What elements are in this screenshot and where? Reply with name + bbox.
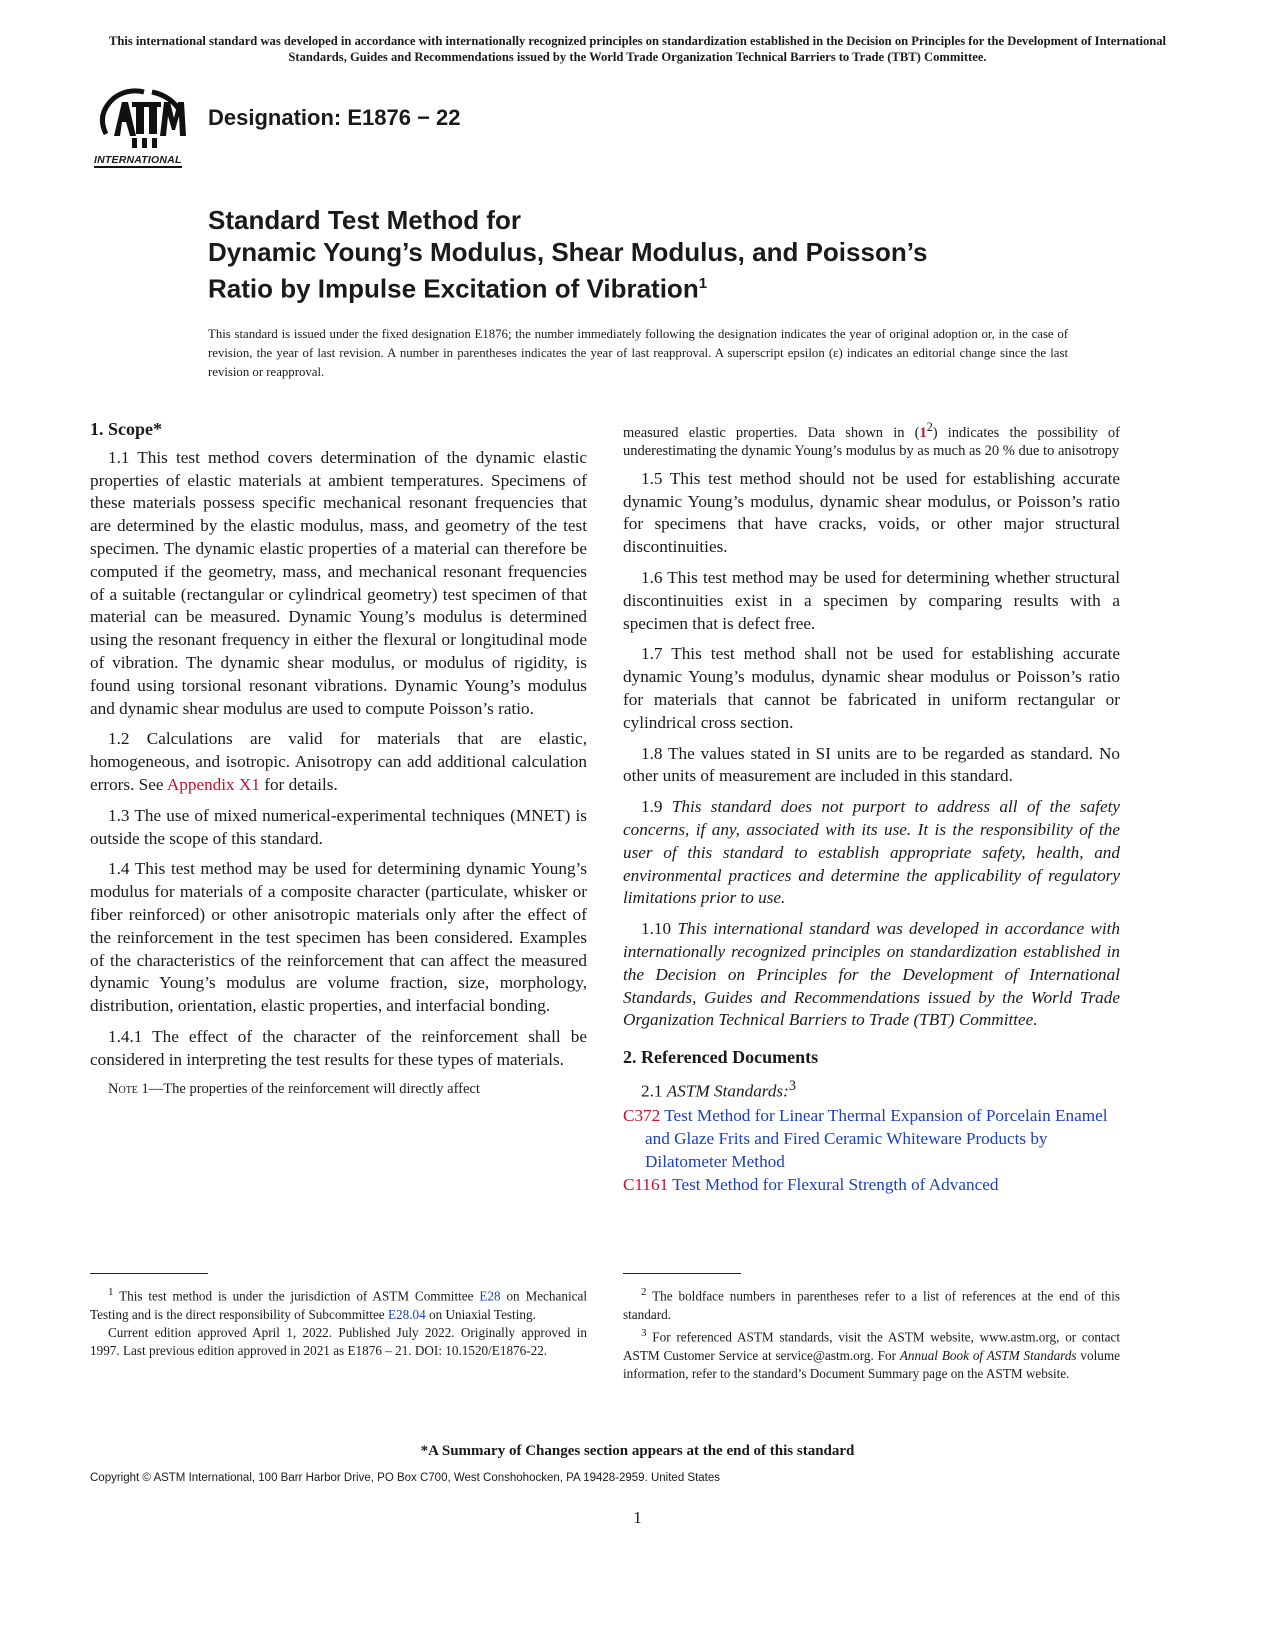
footnote-1-edition: Current edition approved April 1, 2022. Published July 2022. Originally approved in 1997. Last previous edition approved in 2021 as E1876 – 21. DOI: 10.1520/E1876-22. bbox=[90, 1324, 587, 1359]
paragraph-1-9-number: 1.9 bbox=[641, 797, 672, 817]
appendix-x1-link[interactable]: Appendix X1 bbox=[166, 774, 260, 794]
paragraph-1-4-1: 1.4.1 The effect of the character of the reinforcement shall be considered in interpreting the test results for these types of materials. bbox=[90, 1026, 587, 1069]
paragraph-1-2-tail: for details. bbox=[259, 774, 338, 794]
title-line-2: Dynamic Young’s Modulus, Shear Modulus, and Poisson’s bbox=[208, 237, 928, 267]
footnote-3-text: For referenced ASTM standards, visit the ASTM website, www.astm.org, or contact ASTM Customer Service at service@astm.org. For bbox=[623, 1329, 1121, 1363]
title-footnote-marker: 1 bbox=[698, 275, 708, 292]
designation: Designation: E1876 − 22 bbox=[208, 105, 461, 130]
reference-c372-title[interactable]: Test Method for Linear Thermal Expansion of Porcelain Enamel and Glaze Frits and Fired Ceramic Whiteware Products by Dilatometer Method bbox=[645, 1106, 1108, 1172]
footnotes-right bbox=[623, 1283, 1120, 1383]
note-1-label: Note bbox=[108, 1080, 138, 1097]
footnote-1 bbox=[90, 1283, 587, 1324]
note-1 bbox=[90, 1080, 587, 1098]
paragraph-1-6: 1.6 This test method may be used for determining whether structural discontinuities exist in a specimen by comparing results with a specimen that is defect free. bbox=[623, 568, 1120, 633]
paragraph-1-4: 1.4 This test method may be used for determining dynamic Young’s modulus for materials of a composite character (particulate, whisker or fiber reinforced) or other anisotropic materials only after the effect of the reinforcement in the test specimen has been considered. Examples of the characteristics of the reinforcement that can affect the measured dynamic Young’s modulus are volume fraction, size, morphology, distribution, orientation, elastic properties, and interfacial bonding. bbox=[90, 859, 587, 1016]
page-number: 1 bbox=[633, 1508, 642, 1527]
subcommittee-e28-04-link[interactable]: E28.04 bbox=[387, 1306, 426, 1322]
note-1-cont-text: measured elastic properties. Data shown in ( bbox=[623, 424, 920, 441]
paragraph-1-8: 1.8 The values stated in SI units are to be regarded as standard. No other units of measurement are included in this standard. bbox=[623, 743, 1120, 786]
section-2-heading: 2. Referenced Documents bbox=[623, 1047, 819, 1068]
footnote-2 bbox=[623, 1283, 1120, 1324]
paragraph-1-2-text: 1.2 Calculations are valid for materials that are elastic, homogeneous, and isotropic. Anisotropy can add additional calculation errors. See bbox=[90, 729, 587, 794]
note-1-cont-tail: ) indicates the possibility of underestimating the dynamic Young’s modulus by as much as 20 % due to anisotropy bbox=[623, 424, 1120, 459]
reference-c1161-code[interactable]: C1161 bbox=[623, 1174, 669, 1194]
footnote-rule-left bbox=[90, 1273, 208, 1274]
footnote-1-text: This test method is under the jurisdiction of ASTM Committee bbox=[119, 1288, 480, 1304]
issued-notice: This standard is issued under the fixed designation E1876; the number immediately following the designation indicates the year of original adoption or, in the case of revision, the year of last revision. A number in parentheses indicates the year of last reapproval. A superscript epsilon (ε) indicates an editorial change since the last revision or reapproval. bbox=[208, 327, 1068, 379]
reference-c1161-title[interactable]: Test Method for Flexural Strength of Advanced bbox=[668, 1174, 999, 1194]
paragraph-1-10 bbox=[623, 918, 1120, 1032]
footnote-3-text-2: volume information, refer to the standard’s Document Summary page on the ASTM website. bbox=[623, 1347, 1120, 1381]
left-column bbox=[90, 418, 587, 1106]
note-1-continued bbox=[623, 418, 1120, 460]
astm-logo bbox=[92, 88, 192, 170]
title-line-1: Standard Test Method for bbox=[208, 205, 521, 235]
paragraph-2-1-number: 2.1 bbox=[641, 1081, 667, 1101]
reference-c372[interactable] bbox=[623, 1105, 1120, 1173]
reference-1-link[interactable]: 1 bbox=[919, 424, 927, 441]
note-1-text: 1—The properties of the reinforcement will directly affect bbox=[137, 1080, 480, 1097]
footnote-3 bbox=[623, 1324, 1120, 1383]
header-notice: This international standard was developed in accordance with internationally recognized principles on standardization established in the Decision on Principles for the Development of International Standards, Guides and Recommendations issued by the World Trade Organization Technical Barriers to Trade (TBT) Committee. bbox=[108, 34, 1167, 64]
section-1-heading: 1. Scope* bbox=[90, 419, 162, 439]
footnote-1-text-2: on Mechanical Testing and is the direct responsibility of Subcommittee bbox=[90, 1288, 587, 1322]
footnote-3-italic: Annual Book of ASTM Standards bbox=[899, 1347, 1077, 1363]
paragraph-1-10-number: 1.10 bbox=[641, 919, 678, 939]
footnote-rule-right bbox=[623, 1273, 741, 1274]
title-line-3-text: Ratio by Impulse Excitation of Vibration bbox=[208, 273, 699, 304]
footnote-3-marker: 3 bbox=[788, 1077, 797, 1094]
paragraph-1-7: 1.7 This test method shall not be used for establishing accurate dynamic Young’s modulus, dynamic shear modulus or Poisson’s ratio for materials that cannot be fabricated in uniform rectangular or cylindrical cross section. bbox=[623, 644, 1120, 732]
paragraph-1-2 bbox=[90, 728, 587, 796]
paragraph-1-5: 1.5 This test method should not be used for establishing accurate dynamic Young’s modulus, dynamic shear modulus, or Poisson’s ratio for specimens that have cracks, voids, or other major structural discontinuities. bbox=[623, 468, 1120, 557]
footnote-2-marker: 2 bbox=[926, 420, 933, 434]
footnotes-left bbox=[90, 1283, 587, 1361]
footnote-3-marker-fn: 3 bbox=[641, 1326, 647, 1339]
footnote-2-text: The boldface numbers in parentheses refer to a list of references at the end of this standard. bbox=[623, 1288, 1121, 1322]
footnote-2-marker-fn: 2 bbox=[641, 1286, 647, 1298]
paragraph-2-1-text: ASTM Standards: bbox=[666, 1081, 789, 1101]
paragraph-2-1 bbox=[623, 1075, 1120, 1104]
right-column bbox=[623, 418, 1120, 1197]
paragraph-1-1: 1.1 This test method covers determination of the dynamic elastic properties of elastic materials at ambient temperatures. Specimens of these materials possess specific mechanical resonant frequencies that are determined by the elastic modulus, mass, and geometry of the test specimen. The dynamic elastic properties of a material can therefore be computed if the geometry, mass, and mechanical resonant frequencies of a suitable (rectangular or cylindrical geometry) test specimen of that material can be measured. Dynamic Young’s modulus is determined using the resonant frequency in either the flexural or longitudinal mode of vibration. The dynamic shear modulus, or modulus of rigidity, is found using torsional resonant vibrations. Dynamic Young’s modulus and dynamic shear modulus are used to compute Poisson’s ratio. bbox=[90, 447, 587, 718]
committee-e28-link[interactable]: E28 bbox=[479, 1288, 501, 1304]
footnote-1-text-3: on Uniaxial Testing. bbox=[425, 1306, 536, 1322]
paragraph-1-9 bbox=[623, 796, 1120, 910]
paragraph-1-3: 1.3 The use of mixed numerical-experimental techniques (MNET) is outside the scope of this standard. bbox=[90, 805, 587, 848]
paragraph-1-9-text: This standard does not purport to address all of the safety concerns, if any, associated with its use. It is the responsibility of the user of this standard to establish appropriate safety, health, and environmental practices and determine the applicability of regulatory limitations prior to use. bbox=[623, 797, 1120, 908]
logo-wordmark: INTERNATIONAL bbox=[94, 154, 182, 166]
copyright: Copyright © ASTM International, 100 Barr Harbor Drive, PO Box C700, West Conshohocken, PA 19428-2959. United States bbox=[90, 1472, 721, 1484]
paragraph-1-10-text: This international standard was developed in accordance with internationally recognized principles on standardization established in the Decision on Principles for the Development of International Standards, Guides and Recommendations issued by the World Trade Organization Technical Barriers to Trade (TBT) Committee. bbox=[623, 919, 1121, 1030]
title-line-3 bbox=[208, 268, 1168, 305]
reference-c372-code[interactable]: C372 bbox=[623, 1106, 661, 1126]
document-title bbox=[208, 204, 1168, 305]
summary-of-changes-notice: *A Summary of Changes section appears at the end of this standard bbox=[420, 1443, 855, 1459]
footnote-1-marker: 1 bbox=[108, 1286, 114, 1298]
reference-c1161[interactable] bbox=[623, 1174, 1120, 1197]
